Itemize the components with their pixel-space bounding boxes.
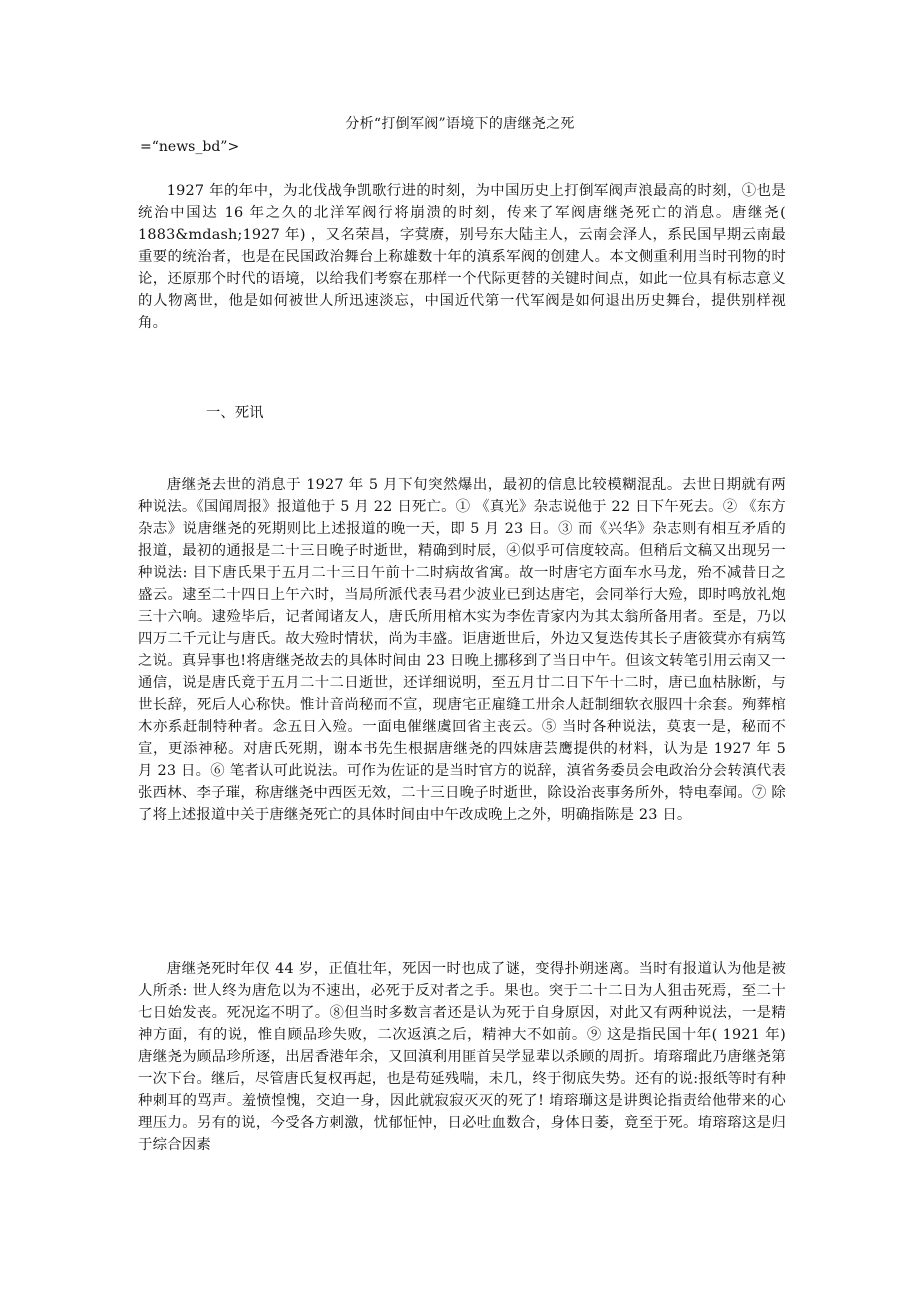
paragraph-intro: 1927 年的年中，为北伐战争凯歌行进的时刻，为中国历史上打倒军阀声浪最高的时刻，①也是统治中国达 16 年之久的北洋军阀行将崩溃的时刻，传来了军阀唐继尧死亡的消息。唐继尧( 1883&mdash;1927 年) ，又名荣昌，字蓂赓，别号东大陆主人，云南会泽人，系民国早期云南最重要的统治者，也是在民国政治舞台上称雄数十年的滇系军阀的创建人。本文侧重利用当时刊物的时论，还原那个时代的语境，以给我们考察在那样一个代际更替的关键时间点，如此一位具有标志意义的人物离世，他是如何被世人所迅速淡忘，中国近代第一代军阀是如何退出历史舞台，提供别样视角。 <box>138 183 786 331</box>
paragraph-cause-of-death: 唐继尧死时年仅 44 岁，正值壮年，死因一时也成了谜，变得扑朔迷离。当时有报道认为他是被人所杀: 世人终为唐危以为不速出，必死于反对者之手。果也。突于二十二日为人狙击死焉，至二十七日始发丧。死况迄不明了。⑧但当时多数言者还是认为死于自身原因，对此又有两种说法，一是精神方面，有的说，惟自顾品珍失败，二次返滇之后，精神大不如前。⑨ 这是指民国十年( 1921 年) 唐继尧为顾品珍所逐，出居香港年余，又回滇利用匪首吴学显辈以杀顾的周折。堉瑢瑠此乃唐继尧第一次下台。继后，尽管唐氏复权再起，也是苟延残喘，未几，终于彻底失势。还有的说:报纸等时有种种刺耳的骂声。羞愤惶愧，交迫一身，因此就寂寂灭灭的死了! 堉瑢瑡这是讲舆论指责给他带来的心理压力。另有的说，今受各方刺激，忧郁怔忡，日必吐血数合，身体日萎，竟至于死。堉瑢瑢这是归于综合因素 <box>138 961 786 1153</box>
document-title: 分析“打倒军阀”语境下的唐继尧之死 <box>345 116 575 132</box>
section-heading: 一、死讯 <box>206 405 264 421</box>
paragraph-death-news: 唐继尧去世的消息于 1927 年 5 月下旬突然爆出，最初的信息比较模糊混乱。去世日期就有两种说法。《国闻周报》报道他于 5 月 22 日死亡。① 《真光》杂志说他于 22 日下午死去。② 《东方杂志》说唐继尧的死期则比上述报道的晚一天，即 5 月 23 日。③ 而《兴华》杂志则有相互矛盾的报道，最初的通报是二十三日晚子时逝世，精确到时辰，④似乎可信度较高。但稍后文稿又出现另一种说法: 目下唐氏果于五月二十三日午前十二时病故省寓。故一时唐宅方面车水马龙，殆不减昔日之盛云。逮至二十四日上午六时，当局所派代表马君少波业已到达唐宅，会同举行大殓，即时鸣放礼炮三十六响。逮殓毕后，记者闻诸友人，唐氏所用棺木实为李佐青家内为其太翁所备用者。至是，乃以四万二千元让与唐氏。故大殓时情状，尚为丰盛。讵唐逝世后，外边又复迭传其长子唐筱蓂亦有病笃之说。真异事也!将唐继尧故去的具体时间由 23 日晚上挪移到了当日中午。但该文转笔引用云南又一通信，说是唐氏竟于五月二十二日逝世，还详细说明，至五月廿二日下午十二时，唐已血枯脉断，与世长辞，死后人心称快。惟计音尚秘而不宣，现唐宅正雇缝工卅余人赶制细软衣服四十余套。殉葬棺木亦系赶制特种者。念五日入殓。一面电催继虞回省主丧云。⑤ 当时各种说法，莫衷一是，秘而不宣，更添神秘。对唐氏死期，谢本书先生根据唐继尧的四妹唐芸鹰提供的材料，认为是 1927 年 5 月 23 日。⑥ 笔者认可此说法。可作为佐证的是当时官方的说辞，滇省务委员会电政治分会转滇代表张西林、李子璀，称唐继尧中西医无效，二十三日晚子时逝世，除设治丧事务所外，特电奉闻。⑦ 除了将上述报道中关于唐继尧死亡的具体时间由中午改成晚上之外，明确指陈是 23 日。 <box>138 477 786 823</box>
stray-markup-fragment: =“news_bd”> <box>140 139 240 155</box>
